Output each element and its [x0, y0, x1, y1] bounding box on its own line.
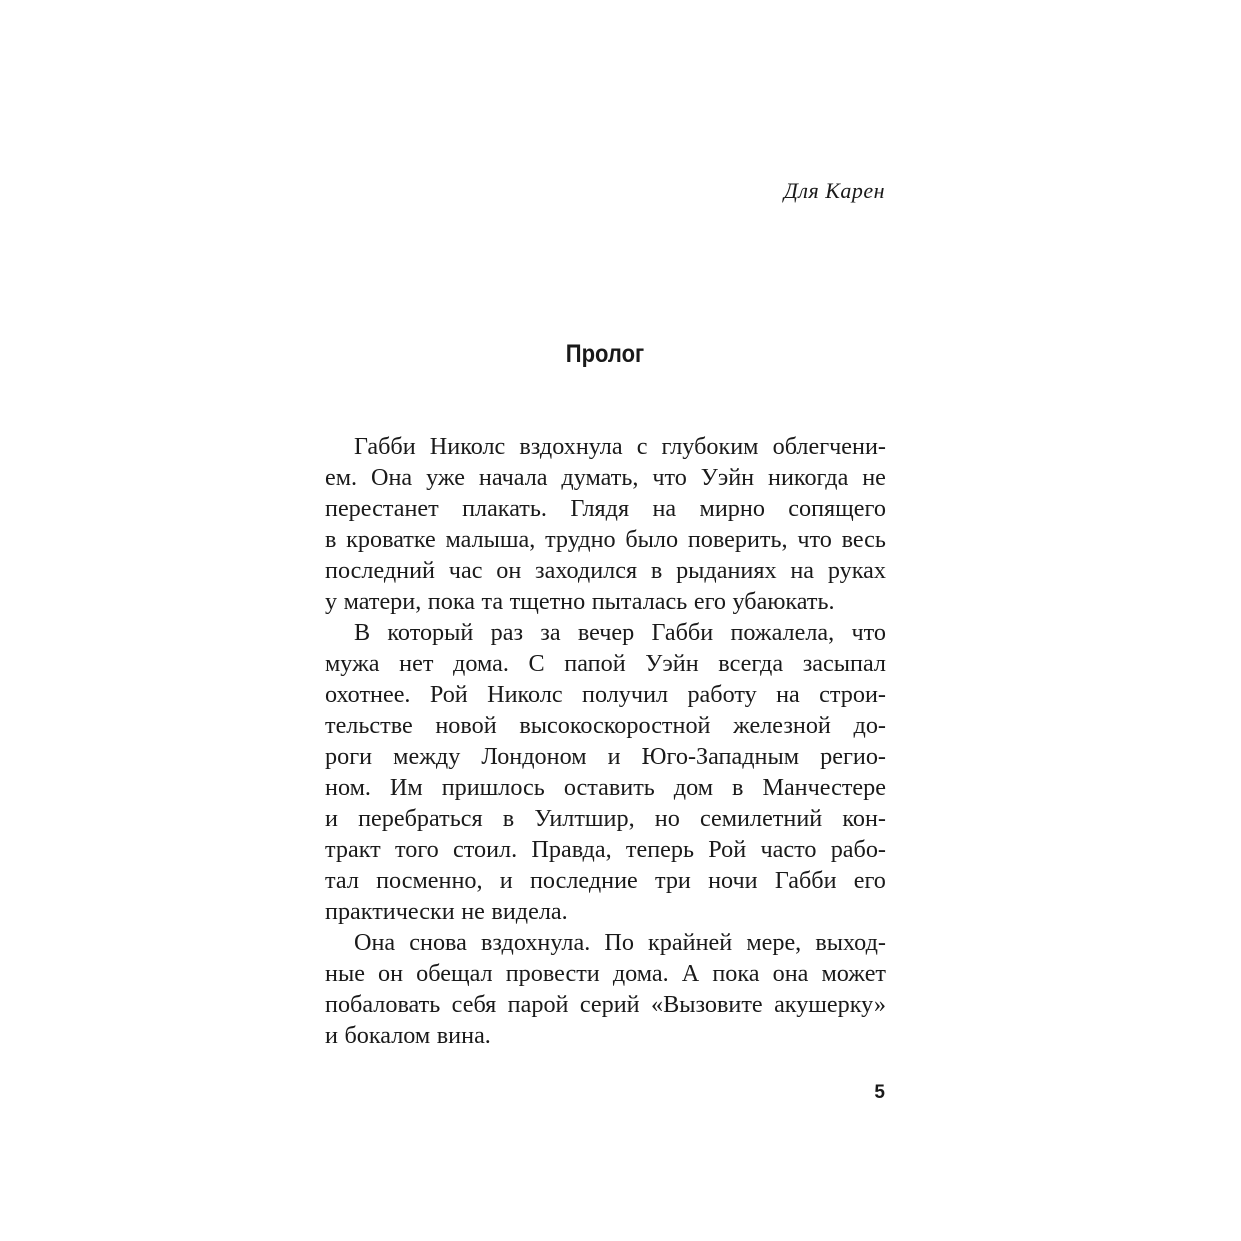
text-line: ные он обещал провести дома. А пока она может: [325, 960, 886, 987]
paragraph: [325, 617, 886, 927]
text-line: и перебраться в Уилтшир, но семилетний кон-: [325, 805, 886, 832]
text-line: ем. Она уже начала думать, что Уэйн никогда не: [325, 464, 886, 491]
text-line: Она снова вздохнула. По крайней мере, выход-: [354, 929, 886, 956]
text-line: В который раз за вечер Габби пожалела, что: [354, 619, 886, 646]
paragraph: [325, 927, 886, 1051]
text-line: тракт того стоил. Правда, теперь Рой часто рабо-: [325, 836, 886, 863]
text-line: ном. Им пришлось оставить дом в Манчестере: [325, 774, 886, 801]
text-line: охотнее. Рой Николс получил работу на строи-: [325, 681, 886, 708]
text-line: и бокалом вина.: [325, 1022, 491, 1049]
text-line: перестанет плакать. Глядя на мирно сопящего: [325, 495, 886, 522]
text-line: тал посменно, и последние три ночи Габби его: [325, 867, 886, 894]
chapter-title: Пролог: [565, 340, 645, 368]
text-line: последний час он заходился в рыданиях на руках: [325, 557, 886, 584]
dedication: Для Карен: [783, 178, 885, 203]
text-line: у матери, пока та тщетно пыталась его убаюкать.: [325, 588, 835, 615]
paragraph: [325, 431, 886, 617]
text-line: Габби Николс вздохнула с глубоким облегчени-: [354, 433, 886, 460]
body-text: [325, 431, 886, 1051]
text-line: роги между Лондоном и Юго-Западным регио-: [325, 743, 886, 770]
text-line: побаловать себя парой серий «Вызовите акушерку»: [325, 991, 886, 1018]
text-line: в кроватке малыша, трудно было поверить, что весь: [325, 526, 886, 553]
text-line: мужа нет дома. С папой Уэйн всегда засыпал: [325, 650, 886, 677]
page-number: 5: [874, 1082, 885, 1103]
text-line: тельстве новой высокоскоростной железной до-: [325, 712, 886, 739]
text-line: практически не видела.: [325, 898, 568, 925]
